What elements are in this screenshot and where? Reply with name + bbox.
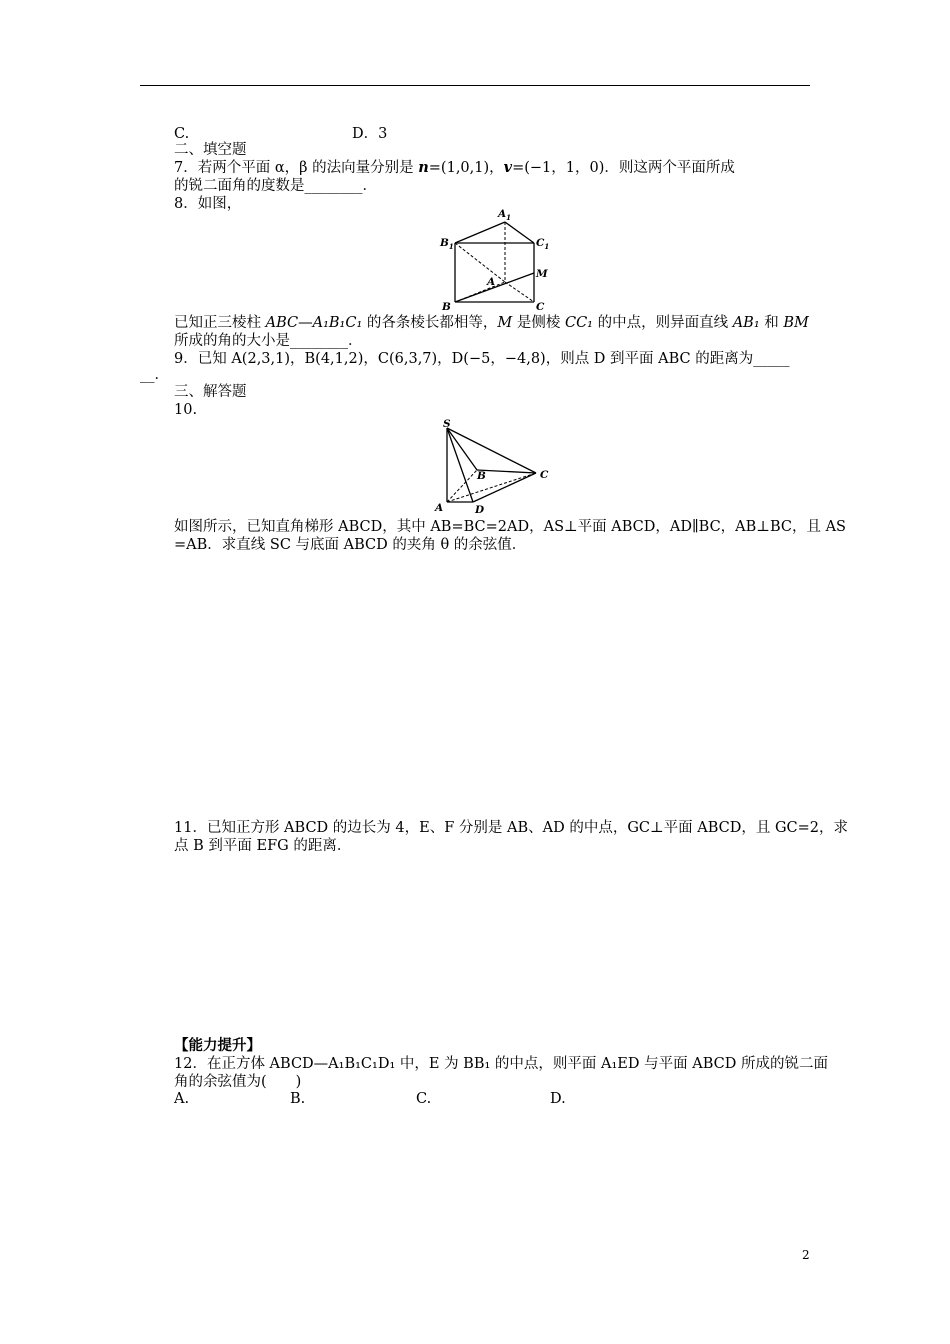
segment-ab1-hidden: [455, 243, 505, 282]
q9-line1: 9．已知 A(2,3,1)，B(4,1,2)，C(6,3,7)，D(−5，−4,8)，则点 D 到平面 ABC 的距离为_____: [174, 351, 790, 367]
q12-option-d: D.: [550, 1091, 566, 1107]
q8-prism-figure: [436, 204, 556, 312]
label-a: A: [487, 276, 496, 288]
label-m: M: [536, 268, 548, 280]
label-b: B: [442, 301, 451, 312]
label-b: B: [477, 470, 486, 482]
q10-pyramid-figure: [430, 416, 560, 518]
q8-line2: 所成的角的大小是________．: [174, 333, 363, 349]
q8-line1: 已知正三棱柱 ABC—A₁B₁C₁ 的各条棱长都相等，M 是侧棱 CC₁ 的中点，则异面直线 AB₁ 和 BM: [174, 315, 809, 331]
section-fill-blank: 二、填空题: [174, 142, 247, 158]
label-a1: $A_1$: [498, 208, 512, 222]
edge-a1c1: [505, 222, 534, 243]
header-rule: [140, 85, 810, 86]
q12-option-a: A.: [174, 1091, 190, 1107]
q12-line2: 角的余弦值为( ): [174, 1074, 302, 1090]
label-b1: $B_1$: [440, 237, 454, 251]
edge-sb: [447, 428, 477, 470]
q10-number: 10.: [174, 402, 198, 418]
q11-line1: 11．已知正方形 ABCD 的边长为 4，E、F 分别是 AB、AD 的中点，GC⊥平面 ABCD，且 GC=2，求: [174, 820, 849, 836]
edge-ac-hidden: [505, 282, 534, 302]
label-a: A: [435, 502, 444, 514]
section-answer: 三、解答题: [174, 384, 247, 400]
ability-heading: 【能力提升】: [174, 1038, 261, 1054]
q8-intro: 8．如图，: [174, 196, 242, 212]
q11-line2: 点 B 到平面 EFG 的距离．: [174, 838, 352, 854]
label-d: D: [475, 504, 485, 516]
q12-options: [174, 1089, 566, 1109]
q7-line1: 7．若两个平面 α，β 的法向量分别是 n=(1,0,1)，v=(−1，1，0)．则这两个平面所成: [174, 159, 735, 176]
q12-option-b: B.: [290, 1091, 306, 1107]
choice-d: D．3: [352, 126, 388, 142]
choice-c: C.: [174, 126, 190, 142]
q9-line2: __．: [140, 367, 169, 383]
q10-line2: =AB．求直线 SC 与底面 ABCD 的夹角 θ 的余弦值．: [174, 537, 527, 553]
label-c: C: [540, 469, 549, 481]
label-c: C: [536, 301, 545, 312]
q12-option-c: C.: [416, 1091, 432, 1107]
q12-line1: 12．在正方体 ABCD—A₁B₁C₁D₁ 中，E 为 BB₁ 的中点，则平面 A₁ED 与平面 ABCD 所成的锐二面: [174, 1056, 828, 1072]
edge-b1a1: [455, 222, 505, 243]
q7-line2: 的锐二面角的度数是________．: [174, 178, 377, 194]
label-s: S: [443, 418, 451, 430]
q10-line1: 如图所示，已知直角梯形 ABCD，其中 AB=BC=2AD，AS⊥平面 ABCD，AD∥BC，AB⊥BC，且 AS: [174, 519, 846, 535]
label-c1: $C_1$: [536, 237, 550, 251]
page-number: 2: [802, 1248, 810, 1262]
diag-ac-hidden: [447, 473, 536, 502]
